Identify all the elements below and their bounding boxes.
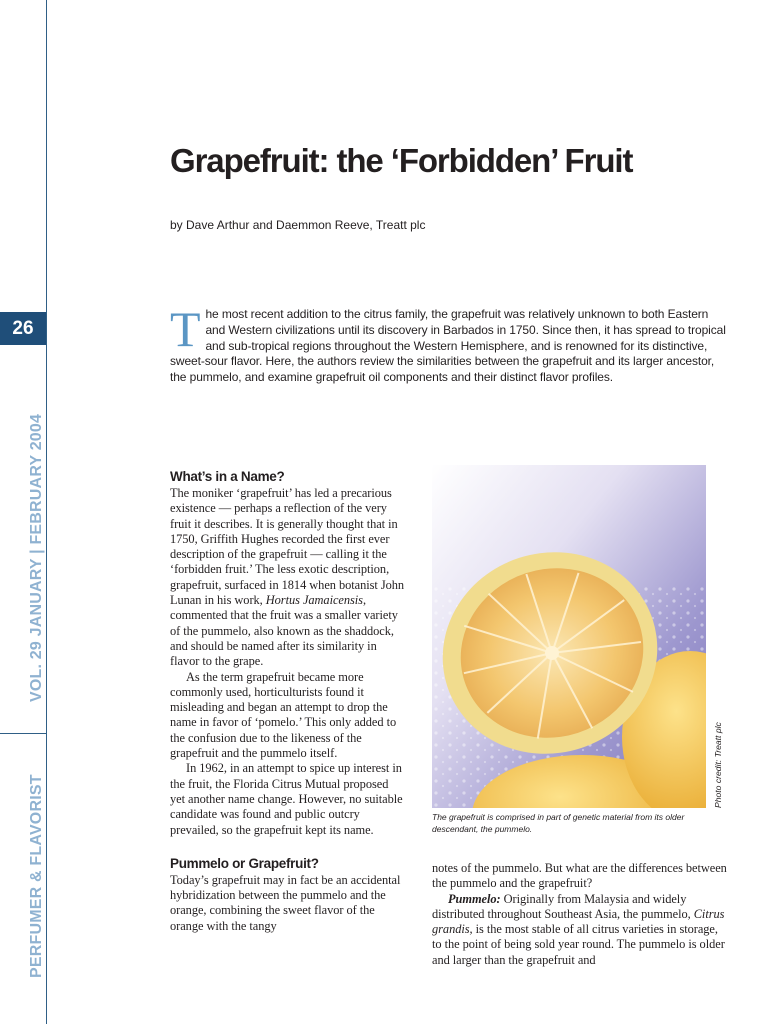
photo-credit: Photo credit: Treatt plc [713, 722, 723, 808]
byline: by Dave Arthur and Daemmon Reeve, Treatt plc [170, 218, 426, 232]
journal-name: PERFUMER & FLAVORIST [28, 774, 45, 978]
section-heading-pummelo: Pummelo or Grapefruit? [170, 855, 319, 871]
figure-caption: The grapefruit is comprised in part of genetic material from its older descendant, the pummelo. [432, 812, 685, 834]
issue-line: VOL. 29 JANUARY | FEBRUARY 2004 [28, 413, 45, 702]
drop-cap: T [170, 301, 201, 357]
page-number: 26 [0, 312, 46, 345]
book-title: Hortus Jamaicensis [265, 593, 363, 608]
intro-paragraph [170, 301, 730, 386]
body-text: is the most stable of all citrus varieties in storage, to the point of being sold year round. The pummelo is older and larger than the grapefruit and [432, 922, 725, 967]
section-heading-name: What’s in a Name? [170, 469, 285, 484]
right-column [432, 861, 728, 968]
article-title: Grapefruit: the ‘Forbidden’ Fruit [170, 142, 633, 179]
margin-divider [0, 733, 46, 734]
body-text: , commented that the fruit was a smaller variety of the pummelo, also known as the shaddock, and should be named after its similarity in flavor to the grape. [170, 593, 398, 669]
body-paragraph: Today’s grapefruit may in fact be an accidental hybridization between the pummelo and the orange, combining the sweet flavor of the orange with the tangy [170, 872, 401, 933]
margin-rule [46, 0, 47, 1024]
run-in-label: Pummelo: [448, 891, 501, 906]
grapefruit-photo [432, 465, 706, 808]
body-paragraph [432, 892, 728, 968]
body-paragraph: In 1962, in an attempt to spice up interest in the fruit, the Florida Citrus Mutual proposed yet another name change. However, no suitable candidate was found and public outcry prevailed, so the grapefruit kept its name. [170, 761, 403, 837]
body-paragraph [170, 486, 406, 670]
body-text: Originally from Malaysia and widely distributed throughout Southeast Asia, the pummelo, [432, 891, 694, 921]
body-text: The moniker ‘grapefruit’ has led a precarious existence — perhaps a reflection of the very fruit it describes. It is generally thought that in 1750, Griffith Hughes recorded the first ever description of the grapefruit — calling it the ‘forbidden fruit.’ The less exotic description, grapefruit, surfaced in 1814 when botanist John Lunan in his work, [170, 486, 405, 608]
species-name: Citrus grandis, [432, 906, 725, 937]
intro-text: he most recent addition to the citrus family, the grapefruit was relatively unknown to both Eastern and Western civilizations until its discovery in Barbados in 1750. Since then, it has spread to tropical and sub-tropical regions throughout the Western Hemisphere, and is renowned for its distinctive, sweet-sour flavor. Here, the authors review the similarities between the grapefruit and its larger ancestor, the pummelo, and examine grapefruit oil components and their distinct flavor profiles. [170, 307, 726, 385]
body-paragraph: notes of the pummelo. But what are the differences between the pummelo and the grapefruit? [432, 861, 727, 891]
left-column [170, 469, 406, 934]
body-paragraph: As the term grapefruit became more commonly used, horticulturists found it misleading and began an attempt to drop the name in favor of ‘pomelo.’ This only added to the confusion due to the likeness of the grapefruit and the pummelo itself. [170, 669, 397, 761]
